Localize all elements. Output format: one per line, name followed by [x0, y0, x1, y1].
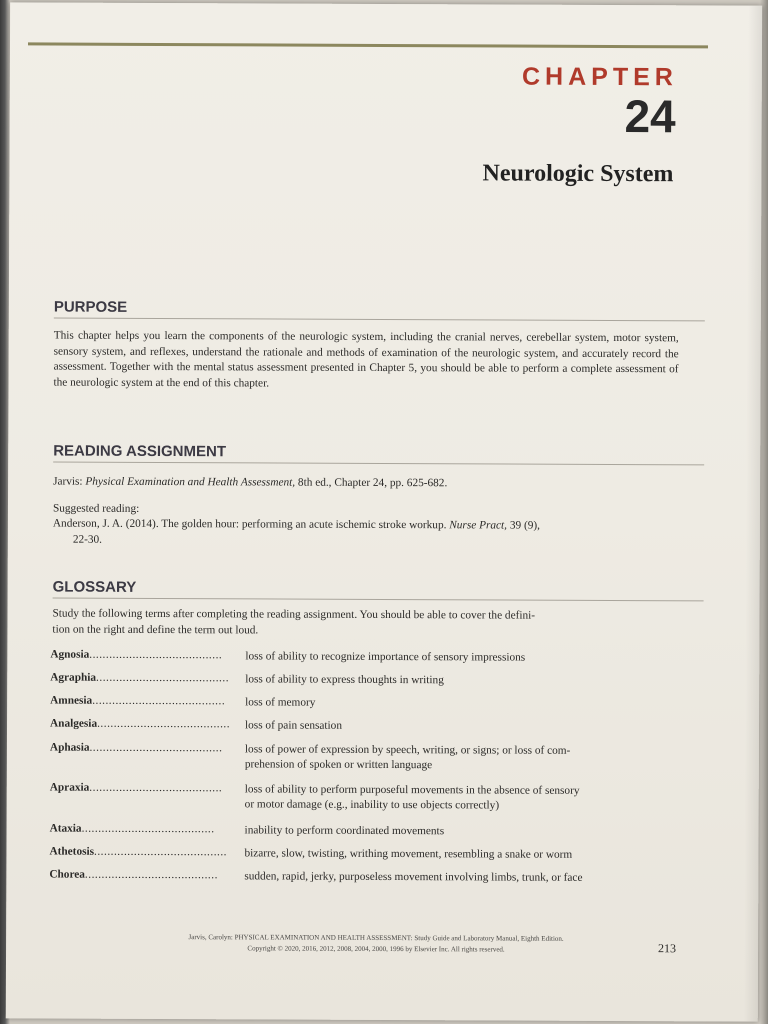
chapter-title: Neurologic System — [482, 160, 674, 188]
glossary-entry — [50, 717, 690, 732]
book-page — [6, 2, 762, 1021]
dot-leader: ........................................ — [89, 741, 223, 755]
definition-line-continued: prehension of spoken or written language — [244, 758, 433, 772]
glossary-term — [50, 718, 242, 731]
glossary-term — [50, 672, 242, 685]
glossary-entry — [50, 671, 690, 687]
purpose-heading: PURPOSE — [54, 299, 705, 322]
glossary-term — [50, 649, 242, 662]
glossary-term — [49, 869, 241, 882]
dot-leader: ........................................ — [84, 868, 218, 882]
anderson-volume: 39 (9), — [506, 519, 540, 532]
glossary-definition — [245, 742, 685, 774]
glossary-entry — [50, 648, 690, 664]
glossary-term-name: Analgesia — [50, 717, 98, 730]
glossary-term — [50, 782, 242, 795]
reading-jarvis — [53, 475, 447, 492]
chapter-label: CHAPTER — [521, 62, 678, 92]
glossary-definition — [245, 672, 685, 689]
dot-leader: ........................................ — [89, 648, 223, 662]
glossary-definition — [244, 846, 684, 863]
jarvis-prefix: Jarvis: — [53, 475, 86, 488]
purpose-text: This chapter helps you learn the components of the neurologic system, including the cranial nerves, cerebellar system, motor system, sensory system, and reflexes, understand the rationale and methods of examination of the neurologic system, and accurately record the assessment. Together with the mental status assessment presented in Chapter 5, you should be able to perform a complete assessment of the neurologic system at the end of this chapter. — [53, 329, 679, 389]
glossary-entry — [49, 822, 690, 838]
reading-anderson — [53, 517, 540, 534]
definition-line: inability to perform coordinated movements — [244, 824, 445, 838]
glossary-term-name: Agraphia — [50, 671, 97, 684]
glossary-term-name: Athetosis — [49, 845, 95, 858]
glossary-entry — [49, 781, 690, 812]
dot-leader: ........................................ — [92, 694, 226, 708]
definition-line: loss of pain sensation — [245, 719, 343, 732]
glossary-term — [49, 846, 241, 859]
glossary-entry — [49, 845, 690, 861]
definition-line: loss of ability to recognize importance of sensory impressions — [245, 650, 526, 664]
glossary-definition — [245, 823, 685, 840]
dot-leader: ........................................ — [89, 781, 223, 795]
glossary-heading: GLOSSARY — [53, 579, 704, 602]
suggested-reading-label: Suggested reading: — [52, 502, 140, 515]
chapter-number: 24 — [624, 90, 676, 143]
glossary-intro-line2: tion on the right and define the term out loud. — [52, 623, 259, 637]
glossary-entry — [50, 694, 690, 709]
definition-line: bizarre, slow, twisting, writhing movement, resembling a snake or worm — [244, 847, 573, 861]
footer-line2: Copyright © 2020, 2016, 2012, 2008, 2004, 2000, 1996 by Elsevier Inc. All rights reserved. — [247, 944, 505, 954]
glossary-term-name: Amnesia — [50, 694, 93, 707]
glossary-term-name: Agnosia — [50, 648, 90, 661]
dot-leader: ........................................ — [94, 845, 228, 859]
definition-line: loss of ability to perform purposeful movements in the absence of sensory — [244, 783, 580, 797]
definition-line: loss of power of expression by speech, writing, or signs; or loss of com- — [244, 743, 571, 757]
anderson-pages: 22-30. — [72, 533, 103, 546]
reading-heading: READING ASSIGNMENT — [53, 443, 704, 466]
header-rule — [28, 42, 708, 48]
glossary-term-name: Apraxia — [49, 781, 90, 794]
glossary-term — [50, 823, 242, 836]
glossary-definition — [245, 782, 685, 814]
glossary-definition — [245, 718, 685, 735]
definition-line-continued: or motor damage (e.g., inability to use objects correctly) — [244, 798, 500, 812]
anderson-citation: Anderson, J. A. (2014). The golden hour: performing an acute ischemic stroke workup. — [52, 517, 450, 532]
definition-line: sudden, rapid, jerky, purposeless movement involving limbs, trunk, or face — [244, 870, 583, 884]
dot-leader: ........................................ — [97, 717, 231, 731]
copyright-footer — [96, 932, 656, 956]
dot-leader: ........................................ — [96, 671, 230, 685]
glossary-definition — [245, 649, 685, 666]
dot-leader: ........................................ — [81, 822, 215, 836]
glossary-term-name: Chorea — [49, 868, 85, 881]
glossary-definition — [245, 695, 685, 712]
glossary-term — [50, 695, 242, 708]
page-number: 213 — [658, 941, 677, 956]
glossary-intro-line1: Study the following terms after completing the reading assignment. You should be able to cover the defini- — [52, 607, 536, 622]
glossary-term — [50, 742, 242, 755]
definition-line: loss of ability to express thoughts in writing — [245, 673, 444, 687]
jarvis-suffix: 8th ed., Chapter 24, pp. 625-682. — [295, 476, 448, 490]
anderson-journal: Nurse Pract, — [449, 519, 508, 532]
glossary-entry — [49, 868, 689, 884]
glossary-entry — [49, 741, 690, 772]
glossary-term-name: Ataxia — [49, 822, 82, 835]
footer-line1: Jarvis, Carolyn: PHYSICAL EXAMINATION AND HEALTH ASSESSMENT: Study Guide and Laboratory Manual, Eighth Edition. — [188, 933, 564, 943]
jarvis-book-title: Physical Examination and Health Assessment, — [85, 475, 296, 489]
glossary-definition — [244, 869, 684, 886]
glossary-term-name: Aphasia — [49, 741, 90, 754]
definition-line: loss of memory — [245, 696, 316, 709]
